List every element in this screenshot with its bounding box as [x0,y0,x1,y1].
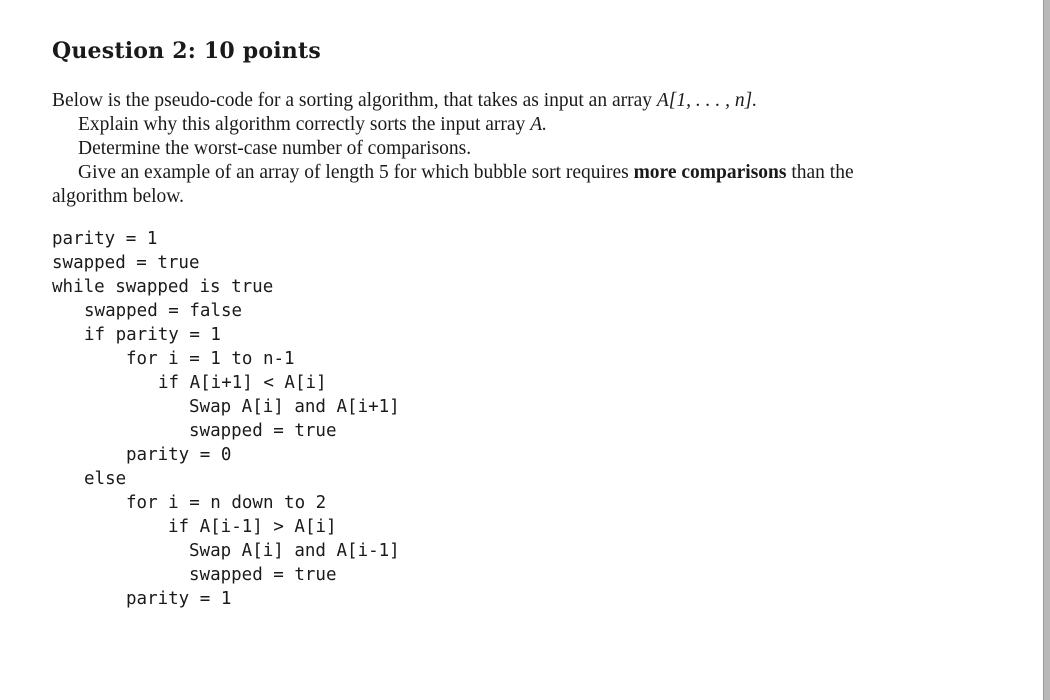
code-line: Swap A[i] and A[i+1] [189,397,400,417]
code-line: if A[i+1] < A[i] [158,373,327,393]
code-line: for i = n down to 2 [126,493,327,513]
code-line: swapped = true [189,565,337,585]
page-edge-scrollbar[interactable] [1043,0,1050,700]
code-line: if parity = 1 [84,325,221,345]
code-line: swapped = true [52,253,200,273]
array-variable: A. [530,114,547,135]
code-line: swapped = false [84,301,243,321]
code-line: for i = 1 to n-1 [126,349,295,369]
emphasis-text: more comparisons [633,162,787,183]
code-line: parity = 1 [52,229,158,249]
prompt-intro-text: Below is the pseudo-code for a sorting algorithm, that takes as input an array [52,90,657,111]
prompt-intro [52,89,992,113]
code-line: swapped = true [189,421,337,441]
code-line: while swapped is true [52,277,274,297]
prompt-example-continuation: algorithm below. [52,186,184,207]
prompt-example-tail: than the [786,162,854,183]
array-notation: A[1, . . . , n]. [656,90,758,111]
code-line: parity = 1 [126,589,232,609]
code-line: parity = 0 [126,445,232,465]
code-line: if A[i-1] > A[i] [168,517,337,537]
prompt-example [52,161,1018,185]
prompt-explain [52,113,1018,137]
prompt-determine: Determine the worst-case number of comparisons. [78,138,472,159]
code-line: else [84,469,127,489]
code-line: Swap A[i] and A[i-1] [189,541,400,561]
prompt-example-text: Give an example of an array of length 5 for which bubble sort requires [78,162,634,183]
question-title: Question 2: 10 points [52,38,321,64]
prompt-explain-text: Explain why this algorithm correctly sorts the input array [78,114,531,135]
